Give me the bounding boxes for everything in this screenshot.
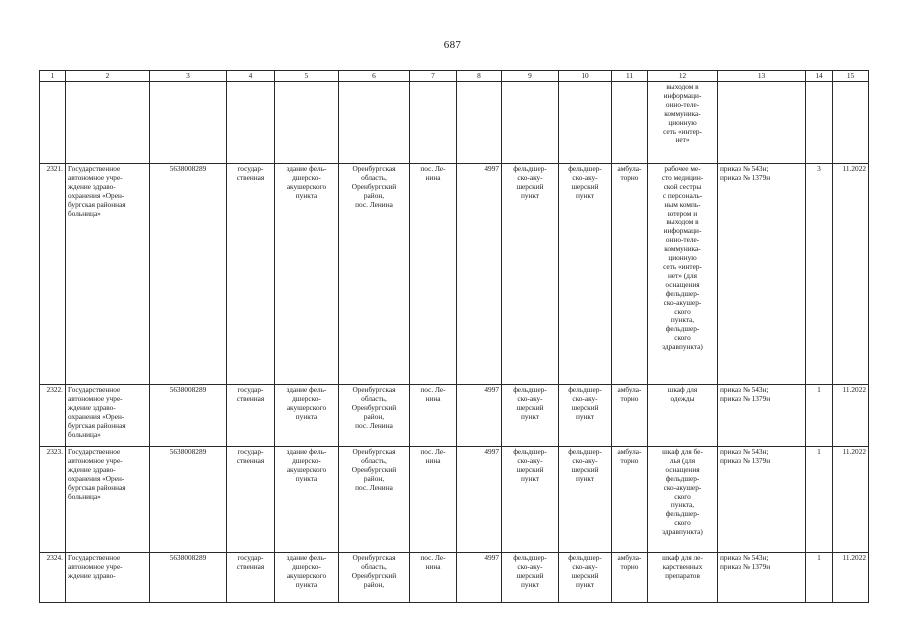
column-number-8: 8 <box>457 71 502 82</box>
cell-regulation-reference <box>718 82 806 164</box>
cell-ownership-form: государ- ственная <box>227 164 275 385</box>
cell-regulation-reference: приказ № 543н; приказ № 1379н <box>718 447 806 553</box>
cell-row-number: 2321. <box>40 164 66 385</box>
column-number-2: 2 <box>66 71 150 82</box>
cell-ownership-form: государ- ственная <box>227 447 275 553</box>
column-number-9: 9 <box>502 71 559 82</box>
column-number-5: 5 <box>275 71 339 82</box>
cell-care-conditions: амбула- торно <box>612 447 648 553</box>
column-number-11: 11 <box>612 71 648 82</box>
cell-facility-type: фельдшер- ско-аку- шерский пункт <box>502 447 559 553</box>
cell-population: 4997 <box>457 385 502 447</box>
cell-deadline: 11.2022 <box>833 447 869 553</box>
cell-inn: 5638008289 <box>150 164 227 385</box>
cell-equipment-name: шкаф для одежды <box>648 385 718 447</box>
column-number-7: 7 <box>410 71 457 82</box>
cell-regulation-reference: приказ № 543н; приказ № 1379н <box>718 553 806 603</box>
cell-facility-type <box>502 82 559 164</box>
cell-quantity: 1 <box>806 447 833 553</box>
cell-building-type: здание фель- дшерско- акушерского пункта <box>275 385 339 447</box>
cell-address <box>339 82 410 164</box>
cell-subdivision-type: фельдшер- ско-аку- шерский пункт <box>559 385 612 447</box>
cell-deadline: 11.2022 <box>833 385 869 447</box>
column-number-13: 13 <box>718 71 806 82</box>
cell-care-conditions <box>612 82 648 164</box>
cell-address: Оренбургская область, Оренбургский район, пос. Ленина <box>339 164 410 385</box>
table-row <box>40 447 869 553</box>
cell-quantity: 1 <box>806 553 833 603</box>
cell-regulation-reference: приказ № 543н; приказ № 1379н <box>718 385 806 447</box>
cell-settlement: пос. Ле- нина <box>410 447 457 553</box>
cell-address: Оренбургская область, Оренбургский район, пос. Ленина <box>339 447 410 553</box>
cell-address: Оренбургская область, Оренбургский район, <box>339 553 410 603</box>
table-row <box>40 553 869 603</box>
cell-row-number: 2322. <box>40 385 66 447</box>
cell-care-conditions: амбула- торно <box>612 385 648 447</box>
cell-subdivision-type: фельдшер- ско-аку- шерский пункт <box>559 553 612 603</box>
cell-equipment-name: шкаф для бе- лья (для оснащения фельдшер- ско-акушер- ского пункта, фельдшер- ского здравпункта) <box>648 447 718 553</box>
cell-row-number: 2323. <box>40 447 66 553</box>
cell-organization-name: Государственное автономное учре- ждение здраво- охранения «Орен- бургская районная больница» <box>66 447 150 553</box>
register-table <box>39 70 869 603</box>
cell-equipment-name: выходом в информаци- онно-теле- коммуника- ционную сеть «интер- нет» <box>648 82 718 164</box>
cell-row-number <box>40 82 66 164</box>
cell-building-type: здание фель- дшерско- акушерского пункта <box>275 553 339 603</box>
cell-population <box>457 82 502 164</box>
cell-inn: 5638008289 <box>150 553 227 603</box>
cell-ownership-form: государ- ственная <box>227 385 275 447</box>
column-number-10: 10 <box>559 71 612 82</box>
cell-subdivision-type: фельдшер- ско-аку- шерский пункт <box>559 164 612 385</box>
column-number-row <box>40 71 869 82</box>
column-number-3: 3 <box>150 71 227 82</box>
cell-building-type <box>275 82 339 164</box>
column-number-15: 15 <box>833 71 869 82</box>
cell-organization-name: Государственное автономное учре- ждение здраво- охранения «Орен- бургская районная больница» <box>66 164 150 385</box>
cell-facility-type: фельдшер- ско-аку- шерский пункт <box>502 553 559 603</box>
column-number-6: 6 <box>339 71 410 82</box>
column-number-1: 1 <box>40 71 66 82</box>
cell-organization-name <box>66 82 150 164</box>
cell-population: 4997 <box>457 164 502 385</box>
cell-facility-type: фельдшер- ско-аку- шерский пункт <box>502 385 559 447</box>
cell-settlement: пос. Ле- нина <box>410 164 457 385</box>
table-row <box>40 164 869 385</box>
cell-building-type: здание фель- дшерско- акушерского пункта <box>275 164 339 385</box>
cell-regulation-reference: приказ № 543н; приказ № 1379н <box>718 164 806 385</box>
page-number: 687 <box>443 39 462 51</box>
column-number-14: 14 <box>806 71 833 82</box>
column-number-12: 12 <box>648 71 718 82</box>
cell-deadline: 11.2022 <box>833 553 869 603</box>
cell-settlement: пос. Ле- нина <box>410 385 457 447</box>
cell-settlement: пос. Ле- нина <box>410 553 457 603</box>
table-row <box>40 82 869 164</box>
cell-equipment-name: рабочее ме- сто медицин- ской сестры с персональ- ным компь- ютером и выходом в информаци- онно-теле- коммуника- ционную сеть «интер- нет» (для оснащения фельдшер- ско-акушер- ского пункта, фельдшер- ского здравпункта) <box>648 164 718 385</box>
cell-equipment-name: шкаф для ле- карственных препаратов <box>648 553 718 603</box>
cell-quantity: 1 <box>806 385 833 447</box>
cell-population: 4997 <box>457 447 502 553</box>
cell-facility-type: фельдшер- ско-аку- шерский пункт <box>502 164 559 385</box>
cell-care-conditions: амбула- торно <box>612 553 648 603</box>
cell-address: Оренбургская область, Оренбургский район, пос. Ленина <box>339 385 410 447</box>
cell-inn <box>150 82 227 164</box>
cell-inn: 5638008289 <box>150 385 227 447</box>
table-row <box>40 385 869 447</box>
cell-subdivision-type: фельдшер- ско-аку- шерский пункт <box>559 447 612 553</box>
cell-quantity: 3 <box>806 164 833 385</box>
cell-organization-name: Государственное автономное учре- ждение здраво- <box>66 553 150 603</box>
cell-building-type: здание фель- дшерско- акушерского пункта <box>275 447 339 553</box>
cell-quantity <box>806 82 833 164</box>
cell-row-number: 2324. <box>40 553 66 603</box>
cell-organization-name: Государственное автономное учре- ждение здраво- охранения «Орен- бургская районная больница» <box>66 385 150 447</box>
column-number-4: 4 <box>227 71 275 82</box>
cell-population: 4997 <box>457 553 502 603</box>
cell-care-conditions: амбула- торно <box>612 164 648 385</box>
cell-deadline: 11.2022 <box>833 164 869 385</box>
cell-subdivision-type <box>559 82 612 164</box>
cell-settlement <box>410 82 457 164</box>
cell-inn: 5638008289 <box>150 447 227 553</box>
cell-ownership-form: государ- ственная <box>227 553 275 603</box>
cell-deadline <box>833 82 869 164</box>
cell-ownership-form <box>227 82 275 164</box>
